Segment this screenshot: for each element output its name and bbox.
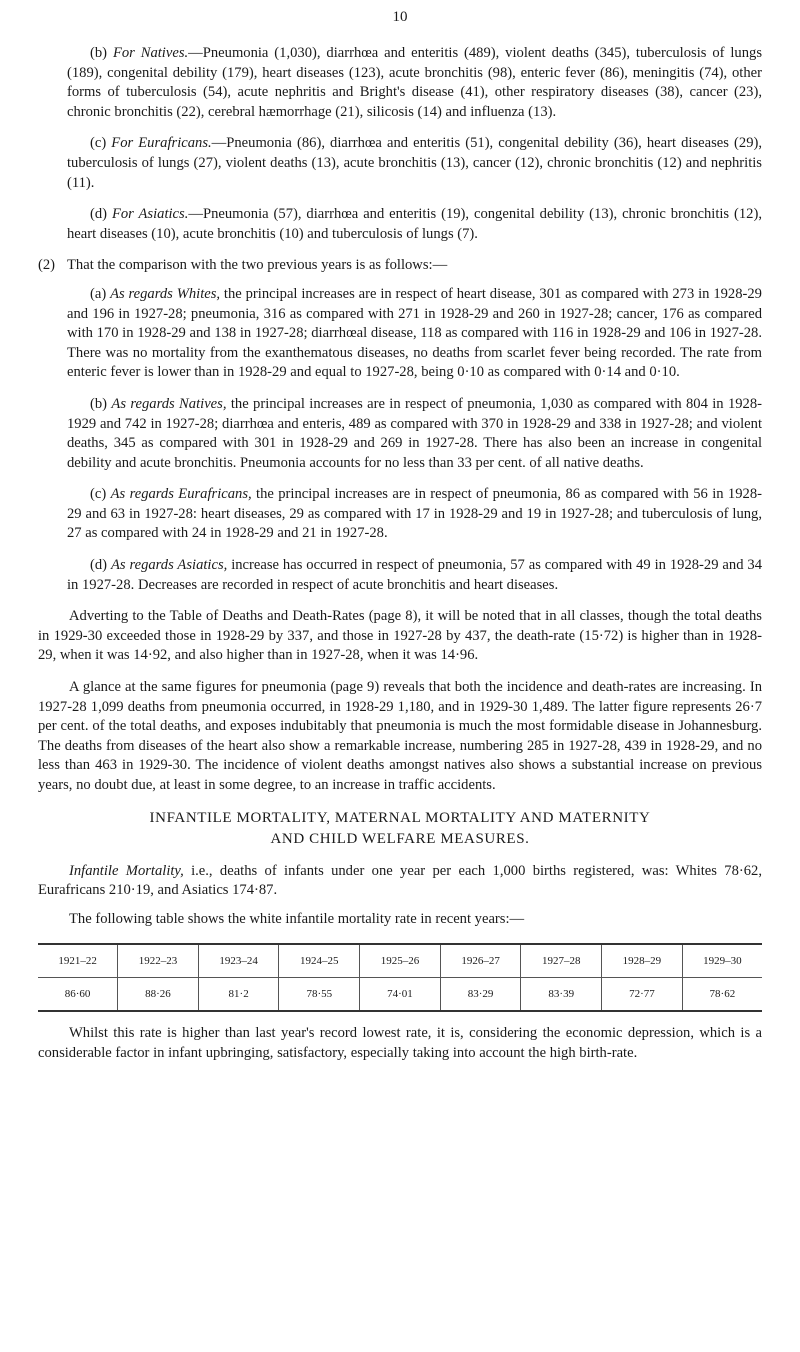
pneumonia-glance-paragraph: A glance at the same figures for pneumonia (page 9) reveals that both the incidence and death-rates are increasing. In 1927-28 1,099 deaths from pneumonia occurred, in 1928-29 1,180, and in 1929-30 1,489. The latter figure represents 26·7 per cent. of the total deaths, and exposes indubitably that pneumonia is much the most formidable disease in Johannesburg. The deaths from diseases of the heart also show a remarkable increase, numbering 285 in 1927-28, 439 in 1928-29, and no less than 463 in 1929-30. The incidence of violent deaths amongst natives also shows a substantial increase on previous years, no doubt due, at least in some degree, to an increase in traffic accidents. (38, 679, 762, 793)
whites-comparison-paragraph (38, 285, 762, 383)
asiatics-causes-paragraph (38, 205, 762, 244)
item-text: —Pneumonia (1,030), diarrhœa and enteritis (489), violent deaths (345), tuberculosis of lungs (189), congenital debility (179), heart diseases (123), acute bronchitis (98), enteric fever (86), meningitis (74), other forms of tuberculosis (54), acute nephritis and Bright's disease (41), other respiratory diseases (38), cancer (23), chronic bronchitis (22), cerebral hæmorrhage (21), silicosis (14) and influenza (13). (67, 45, 763, 120)
year-header: 1922–23 (118, 944, 199, 978)
rate-cell: 83·29 (440, 978, 521, 1012)
eurafricans-comparison-paragraph (38, 485, 762, 544)
table-intro: The following table shows the white infantile mortality rate in recent years:— (69, 910, 525, 927)
page-content (38, 44, 762, 1064)
item-heading: For Natives. (112, 45, 189, 61)
item-label: (c) (90, 135, 107, 152)
item-text: the principal increases are in respect of pneumonia, 1,030 as compared with 804 in 1928-1929 and 742 in 1927-28; diarrhœa and enteris, 489 as compared with 370 in 1928-29 and 338 in 1927-28; and violent deaths, 345 as compared with 301 in 1928-29 and 269 in 1927-28. There has also been an increase in congenital debility and acute bronchitis. Pneumonia accounts for no less than 33 per cent. of all native deaths. (67, 395, 763, 471)
year-header: 1929–30 (682, 944, 762, 978)
item-heading: As regards Eurafricans, (110, 486, 252, 503)
rate-cell: 81·2 (198, 978, 279, 1012)
whilst-paragraph: Whilst this rate is higher than last year's record lowest rate, it is, considering the economic depression, which is a considerable factor in infant upbringing, satisfactory, especially taking into account the high birth-rate. (38, 1025, 762, 1061)
year-header: 1925–26 (360, 944, 441, 978)
rate-cell: 78·62 (682, 978, 762, 1012)
year-header: 1923–24 (198, 944, 279, 978)
rate-cell: 78·55 (279, 978, 360, 1012)
item-heading: For Eurafricans. (111, 135, 212, 152)
table-row (38, 978, 762, 1012)
item-text: —Pneumonia (57), diarrhœa and enteritis (19), congenital debility (13), chronic bronchitis (12), heart diseases (10), acute bronchitis (10) and tuberculosis of lungs (7). (67, 206, 762, 242)
page-number: 10 (392, 9, 408, 25)
asiatics-comparison-paragraph (38, 556, 762, 595)
year-header: 1927–28 (521, 944, 602, 978)
item-text: That the comparison with the two previous years is as follows:— (67, 257, 448, 274)
infantile-definition-paragraph (38, 862, 762, 901)
table-header-row (38, 944, 762, 978)
year-header: 1921–22 (58, 954, 97, 967)
section-heading-line-1: INFANTILE MORTALITY, MATERNAL MORTALITY AND MATERNITY (149, 809, 651, 826)
item-heading: As regards Whites, (110, 285, 221, 302)
item-text: increase has occurred in respect of pneumonia, 57 as compared with 49 in 1928-29 and 34 in 1927-28. Decreases are recorded in respect of acute bronchitis and heart diseases. (67, 557, 762, 593)
item-label: (a) (90, 285, 107, 302)
item-number: (2) (38, 257, 56, 274)
adverting-paragraph: Adverting to the Table of Deaths and Death-Rates (page 8), it will be noted that in all classes, though the total deaths in 1929-30 exceeded those in 1928-29 by 337, and those in 1927-28 by 437, the death-rate (15·72) is higher than in 1928-29, when it was 14·92, and also higher than in 1927-28, when it was 14·96. (38, 608, 762, 664)
item-label: (d) (90, 206, 108, 223)
rate-cell: 72·77 (602, 978, 683, 1012)
item-text: the principal increases are in respect of heart disease, 301 as compared with 273 in 1928-29 and 196 in 1927-28; pneumonia, 316 as compared with 271 in 1928-29 and 260 in 1927-28; cancer, 176 as compared with 170 in 1928-29 and 138 in 1927-28; diarrhœal disease, 118 as compared with 116 in 1928-29 and 106 in 1927-28. There was no mortality from the exanthematous diseases, no deaths from scarlet fever being recorded. The rate from enteric fever is lower than in 1928-29 and equal to 1927-28, being 0·10 as compared with 0·14 and 0·10. (67, 285, 762, 381)
rate-cell: 88·26 (118, 978, 199, 1012)
item-text: the principal increases are in respect of pneumonia, 86 as compared with 56 in 1928-29 and 63 in 1927-28: heart diseases, 29 as compared with 17 in 1928-29 and 19 in 1927-28; and tuberculosis of lung, 27 as compared with 24 in 1928-29 and 21 in 1927-28. (67, 486, 762, 542)
infantile-mortality-table (38, 943, 762, 1012)
year-header: 1924–25 (279, 944, 360, 978)
natives-causes-paragraph (38, 44, 762, 122)
rate-cell: 86·60 (64, 987, 91, 1000)
rate-cell: 83·39 (521, 978, 602, 1012)
item-label: (c) (90, 486, 107, 503)
year-header: 1926–27 (440, 944, 521, 978)
item-label: (b) (90, 395, 108, 412)
rate-cell: 74·01 (360, 978, 441, 1012)
natives-comparison-paragraph (38, 395, 762, 473)
item-label: (b) (90, 45, 108, 61)
infantile-text: i.e., deaths of infants under one year per each 1,000 births registered, was: Whites 78·62, Eurafricans 210·19, and Asiatics 174·87. (38, 862, 762, 899)
item-text: —Pneumonia (86), diarrhœa and enteritis (51), congenital debility (36), heart diseases (29), tuberculosis of lungs (27), violent deaths (13), acute bronchitis (13), cancer (12), chronic bronchitis (12) and nephritis (11). (67, 135, 762, 191)
eurafricans-causes-paragraph (38, 134, 762, 193)
infantile-heading: Infantile Mortality, (69, 862, 184, 879)
year-header: 1928–29 (602, 944, 683, 978)
section-heading-line-2: AND CHILD WELFARE MEASURES. (270, 830, 530, 847)
item-label: (d) (90, 557, 108, 574)
item-heading: As regards Asiatics, (110, 557, 228, 574)
item-heading: For Asiatics. (111, 206, 189, 223)
comparison-intro (38, 256, 762, 276)
section-heading (38, 808, 762, 850)
item-heading: As regards Natives, (111, 395, 227, 412)
